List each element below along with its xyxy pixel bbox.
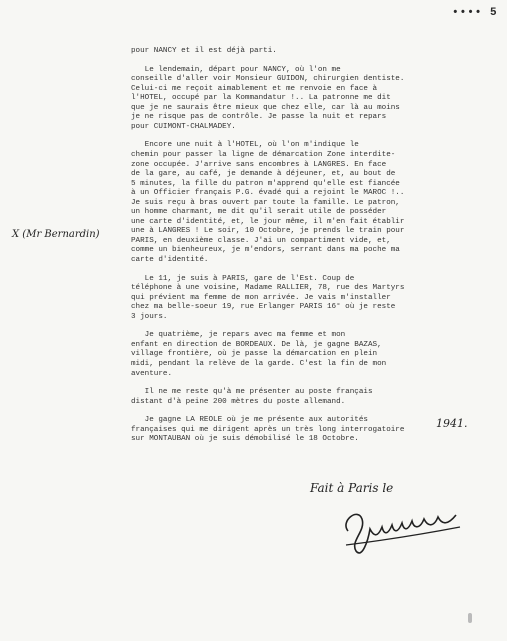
paragraph-gap xyxy=(131,379,506,388)
text-line: distant d'à peine 200 mètres du poste allemand. xyxy=(131,397,346,406)
text-line: Encore une nuit à l'HOTEL, où l'on m'indique le xyxy=(131,141,359,150)
text-line: Celui-ci me reçoit aimablement et me renvoie en face à xyxy=(131,84,378,93)
paragraph-gap xyxy=(131,132,506,141)
text-line: chez ma belle-soeur 19, rue Erlanger PARIS 16° où je reste xyxy=(131,303,396,312)
text-line: téléphone à une voisine, Madame RALLIER, 78, rue des Martyrs xyxy=(131,284,405,293)
text-line: enfant en direction de BORDEAUX. De là, je gagne BAZAS, xyxy=(131,340,382,349)
handwritten-year: 1941. xyxy=(436,417,468,430)
text-line: comme un bienheureux, je m'endors, serrant dans ma poche ma xyxy=(131,246,400,255)
text-line: carte d'identité. xyxy=(131,256,209,265)
text-line: je ne risque pas de contrôle. Je passe la nuit et repars xyxy=(131,113,387,122)
text-line: Je suis reçu à bras ouvert par toute la famille. Le patron, xyxy=(131,198,400,207)
text-line: pour CUIMONT-CHALMADEY. xyxy=(131,122,236,131)
paragraph-gap xyxy=(131,57,506,66)
text-line: 3 jours. xyxy=(131,312,168,321)
text-line: françaises qui me dirigent après un très long interrogatoire xyxy=(131,425,405,434)
text-line: aventure. xyxy=(131,369,173,378)
text-line: pour NANCY et il est déjà parti. xyxy=(131,47,277,56)
paragraph-gap xyxy=(131,266,506,275)
hole-mark xyxy=(468,613,472,623)
text-line: village frontière, où je passe la démarcation en plein xyxy=(131,350,378,359)
text-line: 5 minutes, la fille du patron m'apprend qu'elle est fiancée xyxy=(131,179,400,188)
text-line: chemin pour passer la ligne de démarcation Zone interdite- xyxy=(131,151,396,160)
margin-annotation: X (Mr Bernardin) xyxy=(12,229,100,240)
text-line: une carte d'identité, et, le jour même, il m'en fait établir xyxy=(131,217,405,226)
text-line: Le 11, je suis à PARIS, gare de l'Est. Coup de xyxy=(131,274,355,283)
typed-letter-body xyxy=(131,28,506,464)
text-line: PARIS, en deuxième classe. J'ai un compartiment vide, et, xyxy=(131,236,391,245)
text-line: qui prévient ma femme de mon arrivée. Je vais m'installer xyxy=(131,293,391,302)
text-line: Je quatrième, je repars avec ma femme et mon xyxy=(131,331,346,340)
text-line: zone occupée. J'arrive sans encombres à LANGRES. En face xyxy=(131,160,387,169)
page-number: •••• 5 xyxy=(452,7,498,19)
text-line: un homme charmant, me dit qu'il serait utile de posséder xyxy=(131,208,387,217)
text-line: une à LANGRES ! Le soir, 10 Octobre, je prends le train pour xyxy=(131,227,405,236)
paragraph-gap xyxy=(131,407,506,416)
text-line: l'HOTEL, occupé par la Kommandatur !.. La patronne me dit xyxy=(131,94,391,103)
paragraph-gap xyxy=(131,322,506,331)
text-line: de la gare, au café, je demande à déjeuner, et, au bout de xyxy=(131,170,396,179)
text-line: midi, pendant la relève de la garde. C'est la fin de mon xyxy=(131,359,387,368)
text-line: Je gagne LA REOLE où je me présente aux autorités xyxy=(131,416,368,425)
text-line: que je ne saurais être mieux que chez elle, car là au moins xyxy=(131,103,400,112)
text-line: sur MONTAUBAN où je suis démobilisé le 18 Octobre. xyxy=(131,435,359,444)
handwritten-signature xyxy=(338,501,468,561)
text-line: Il ne me reste qu'à me présenter au poste français xyxy=(131,388,373,397)
text-line: Le lendemain, départ pour NANCY, où l'on me xyxy=(131,65,341,74)
text-line: à un Officier français P.G. évadé qui a rejoint le MAROC !.. xyxy=(131,189,405,198)
text-line: conseille d'aller voir Monsieur GUIDON, chirurgien dentiste. xyxy=(131,75,405,84)
signoff-line: Fait à Paris le xyxy=(310,481,394,495)
